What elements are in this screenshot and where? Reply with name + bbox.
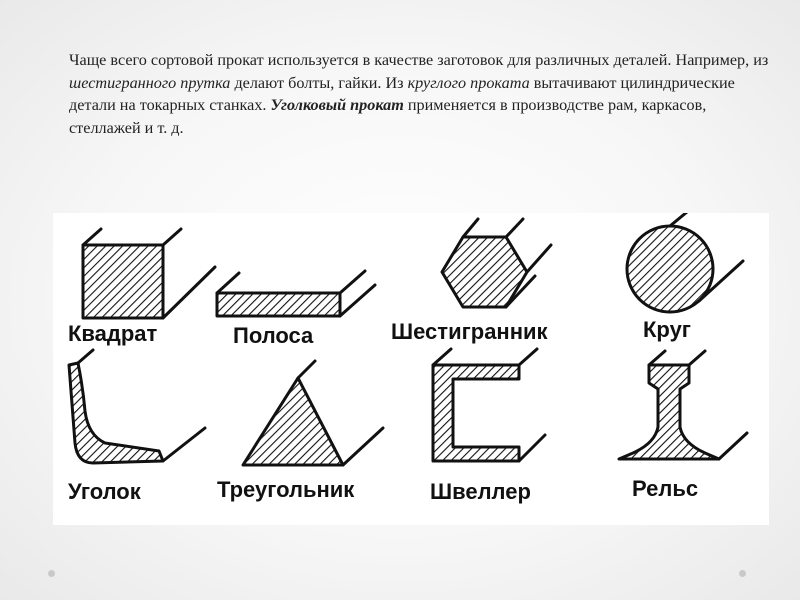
label-shveller: Швеллер (430, 479, 531, 504)
angle-stock-term: Уголковый прокат (270, 96, 404, 114)
round-stock-term: круглого проката (407, 73, 530, 92)
square-profile (83, 229, 215, 318)
label-ugolok: Уголок (68, 479, 141, 504)
channel-profile (433, 349, 545, 461)
text-part-2: делают болты, гайки. Из (230, 73, 408, 92)
slide-corner-dot-left (48, 570, 55, 577)
label-krug: Круг (643, 317, 691, 342)
triangle-profile (243, 361, 383, 465)
text-part-4: применяется в производстве рам, каркасов, стеллажей и т. д. (69, 96, 707, 137)
rail-profile (619, 351, 747, 459)
label-shestigrannik: Шестигранник (391, 319, 548, 344)
slide-corner-dot-right (739, 570, 746, 577)
hex-bar-term: шестигранного прутка (69, 73, 231, 92)
hexagon-profile (442, 219, 551, 307)
label-kvadrat: Квадрат (68, 321, 158, 346)
body-text (69, 49, 769, 139)
label-polosa: Полоса (233, 323, 314, 348)
text-part-3: вытачивают цилиндрические детали на токарных станках. (69, 73, 735, 114)
text-part-1: Чаще всего сортовой прокат используется в качестве заготовок для различных деталей. Например, из (69, 51, 769, 69)
label-treugolnik: Треугольник (217, 477, 355, 502)
strip-profile (217, 271, 375, 316)
circle-profile (627, 213, 743, 312)
profiles-figure (53, 213, 769, 525)
angle-profile (69, 350, 205, 463)
label-rels: Рельс (632, 476, 699, 501)
